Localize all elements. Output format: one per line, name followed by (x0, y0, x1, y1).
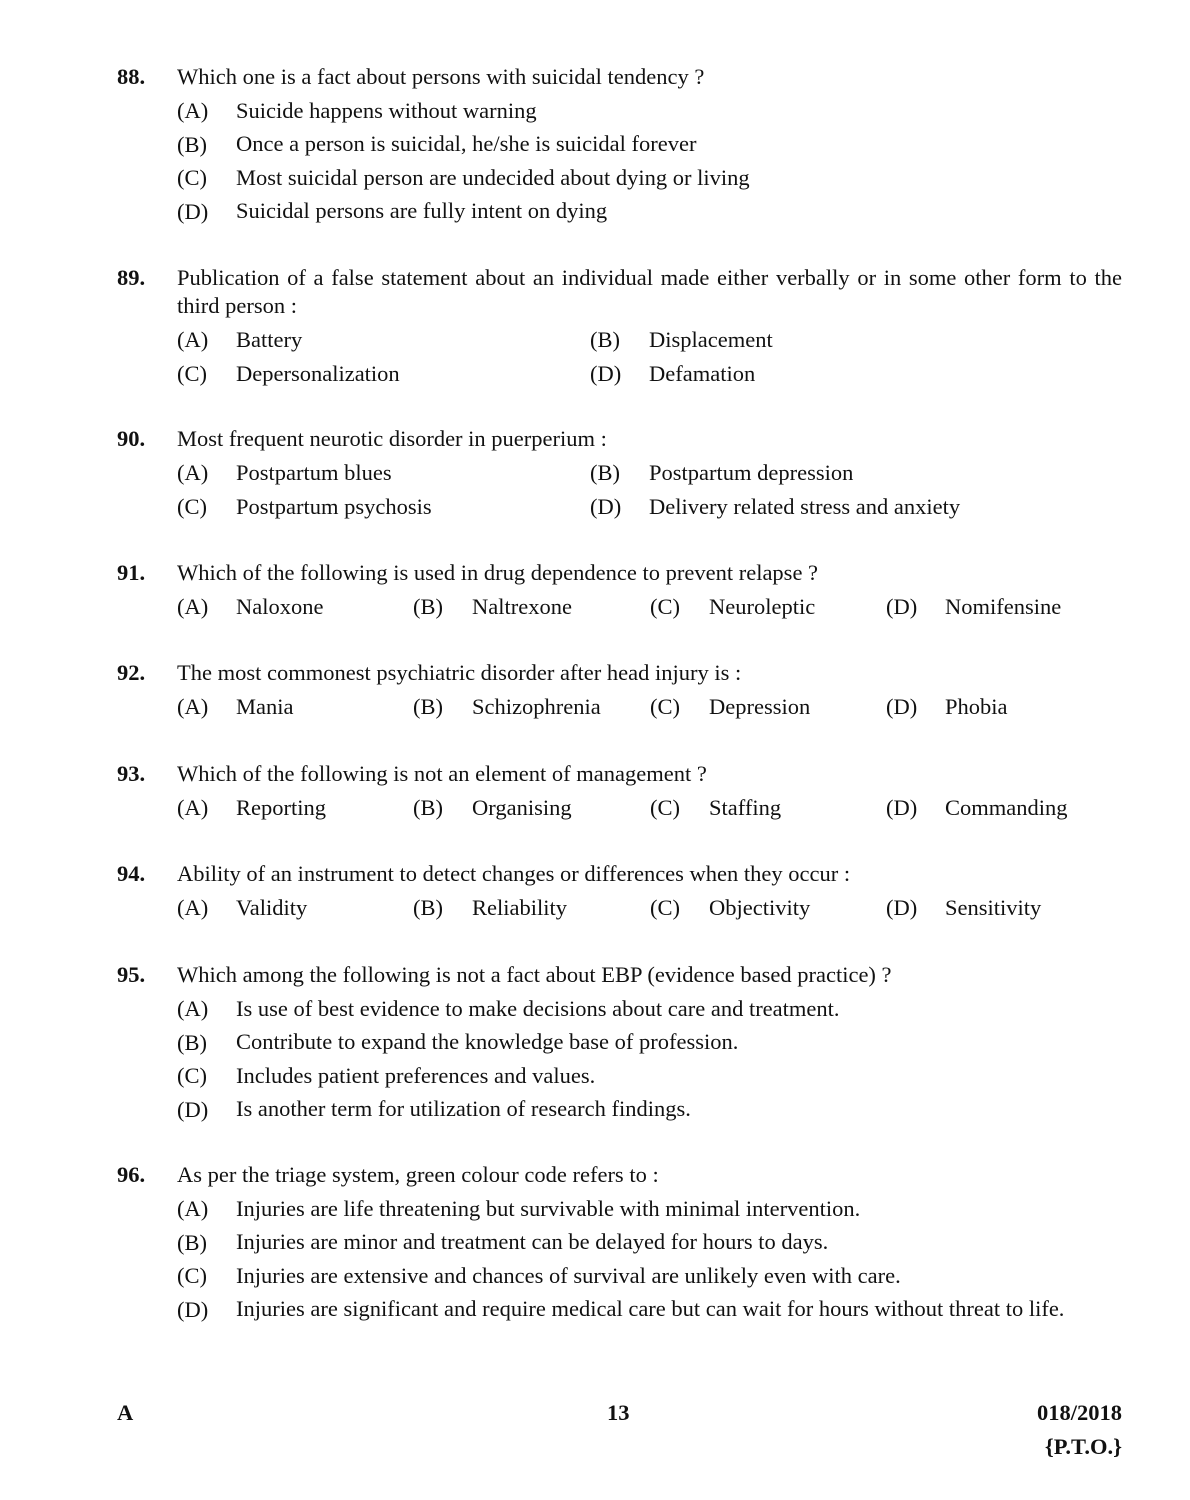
question-number: 92. (117, 660, 146, 685)
question-block (117, 760, 1122, 825)
option-item (650, 590, 815, 624)
question-text: Which of the following is used in drug dependence to prevent relapse ? (177, 560, 819, 585)
question-number: 91. (117, 560, 146, 585)
option-text: Includes patient preferences and values. (236, 1062, 596, 1088)
option-row (177, 94, 1122, 128)
option-text: Phobia (945, 694, 1008, 719)
option-text: Depersonalization (236, 360, 400, 386)
option-label: (A) (177, 694, 209, 719)
option-text: Validity (236, 895, 308, 920)
option-row (177, 490, 1122, 524)
option-item (590, 323, 773, 357)
option-row (177, 891, 1122, 925)
option-text: Is another term for utilization of research findings. (236, 1096, 691, 1122)
options (177, 94, 1122, 228)
option-row (177, 128, 1122, 162)
option-text: Injuries are life threatening but survivable with minimal intervention. (236, 1195, 861, 1221)
question-text: Which among the following is not a fact about EBP (evidence based practice) ? (177, 962, 892, 987)
option-item (886, 791, 1068, 825)
option-label: (D) (590, 493, 622, 519)
option-label: (D) (177, 1096, 209, 1122)
option-item (177, 161, 1122, 192)
option-item (177, 357, 400, 391)
option-text: Naltrexone (472, 594, 572, 619)
option-label: (C) (177, 1263, 207, 1288)
question-block (117, 425, 1122, 523)
option-label: (B) (413, 895, 443, 920)
option-text: Objectivity (709, 895, 811, 920)
option-item (650, 791, 781, 825)
option-label: (B) (177, 131, 207, 157)
option-item (886, 690, 1008, 724)
options (177, 791, 1122, 825)
option-label: (C) (650, 594, 680, 619)
option-row (177, 323, 1122, 357)
option-item (177, 690, 293, 724)
option-text: Is use of best evidence to make decisions about care and treatment. (236, 995, 840, 1021)
option-text: Once a person is suicidal, he/she is suicidal forever (236, 131, 697, 157)
question-number: 94. (117, 861, 146, 886)
option-text: Commanding (945, 795, 1068, 820)
option-text: Suicidal persons are fully intent on dying (236, 198, 608, 224)
question-number: 96. (117, 1162, 146, 1187)
options (177, 992, 1122, 1126)
option-label: (C) (177, 1063, 207, 1088)
footer-series: A (117, 1400, 134, 1425)
option-text: Schizophrenia (472, 694, 601, 719)
footer-paper-code: 018/2018 (1036, 1400, 1122, 1425)
options (177, 1192, 1122, 1326)
option-text: Reliability (472, 895, 567, 920)
option-label: (A) (177, 1196, 209, 1221)
question-text: Ability of an instrument to detect changes or differences when they occur : (177, 861, 851, 886)
option-text: Battery (236, 327, 303, 352)
option-item (177, 791, 326, 825)
question-block (117, 860, 1122, 925)
option-text: Delivery related stress and anxiety (649, 493, 961, 519)
option-item (177, 1226, 1122, 1257)
option-item (177, 456, 392, 490)
option-label: (A) (177, 594, 209, 619)
options (177, 891, 1122, 925)
option-item (413, 590, 572, 624)
option-text: Contribute to expand the knowledge base of profession. (236, 1029, 739, 1055)
option-label: (A) (177, 996, 209, 1021)
options (177, 323, 1122, 390)
question-text: As per the triage system, green colour code refers to : (177, 1162, 659, 1187)
option-label: (C) (177, 165, 207, 190)
question-text: Which of the following is not an element of management ? (177, 761, 707, 786)
option-item (177, 891, 307, 925)
option-text: Neuroleptic (709, 594, 816, 619)
options (177, 590, 1122, 624)
option-label: (D) (177, 198, 209, 224)
option-item (177, 1026, 1122, 1057)
option-row (177, 1226, 1122, 1260)
option-item (413, 791, 572, 825)
option-text: Sensitivity (945, 895, 1042, 920)
question-block (117, 961, 1122, 1126)
option-item (177, 128, 1122, 159)
question-text: The most commonest psychiatric disorder after head injury is : (177, 660, 742, 685)
option-label: (C) (650, 895, 680, 920)
question-number: 93. (117, 761, 146, 786)
option-row (177, 1259, 1122, 1293)
option-label: (D) (886, 694, 918, 719)
option-item (177, 1293, 1122, 1324)
option-label: (A) (177, 98, 209, 123)
option-item (177, 992, 1122, 1023)
option-label: (C) (650, 694, 680, 719)
option-item (177, 590, 323, 624)
option-item (886, 891, 1041, 925)
question-text: Publication of a false statement about an individual made either verbally or in some other form to the third person : (177, 265, 1122, 318)
option-item (177, 94, 1122, 125)
question-block (117, 1161, 1122, 1326)
option-item (177, 1192, 1122, 1223)
option-text: Most suicidal person are undecided about dying or living (236, 164, 750, 190)
option-label: (D) (886, 795, 918, 820)
option-row (177, 456, 1122, 490)
option-label: (B) (413, 694, 443, 719)
option-label: (D) (177, 1296, 209, 1322)
option-label: (A) (177, 327, 209, 352)
option-label: (B) (590, 460, 620, 485)
option-label: (A) (177, 895, 209, 920)
question-number: 90. (117, 426, 146, 451)
option-text: Defamation (649, 360, 756, 386)
question-text: Most frequent neurotic disorder in puerperium : (177, 426, 607, 451)
option-item (413, 891, 567, 925)
option-item (590, 490, 960, 524)
option-item (177, 195, 1122, 226)
option-label: (C) (177, 360, 207, 386)
option-row (177, 195, 1122, 229)
options (177, 456, 1122, 523)
option-row (177, 1093, 1122, 1127)
option-text: Injuries are extensive and chances of survival are unlikely even with care. (236, 1262, 901, 1288)
option-text: Organising (472, 795, 572, 820)
option-row (177, 1192, 1122, 1226)
footer-pto: {P.T.O.} (1044, 1434, 1122, 1459)
option-label: (C) (650, 795, 680, 820)
option-item (177, 1259, 1122, 1290)
option-text: Postpartum psychosis (236, 493, 432, 519)
option-item (177, 1059, 1122, 1090)
option-text: Staffing (709, 795, 782, 820)
options (177, 690, 1122, 724)
question-block (117, 659, 1122, 724)
option-text: Depression (709, 694, 811, 719)
option-text: Displacement (649, 327, 773, 352)
option-item (590, 456, 853, 490)
option-label: (A) (177, 460, 209, 485)
option-item (650, 690, 810, 724)
option-row (177, 690, 1122, 724)
option-label: (B) (413, 594, 443, 619)
option-row (177, 357, 1122, 391)
question-block (117, 63, 1122, 228)
question-number: 89. (117, 265, 146, 290)
option-label: (B) (177, 1229, 207, 1255)
question-block (117, 559, 1122, 624)
option-label: (B) (177, 1029, 207, 1055)
option-item (177, 323, 302, 357)
option-row (177, 1293, 1122, 1327)
option-row (177, 590, 1122, 624)
option-item (177, 1093, 1122, 1124)
option-row (177, 1059, 1122, 1093)
option-row (177, 161, 1122, 195)
option-label: (B) (590, 327, 620, 352)
option-text: Mania (236, 694, 294, 719)
question-block (117, 264, 1122, 390)
option-label: (B) (413, 795, 443, 820)
option-text: Suicide happens without warning (236, 97, 537, 123)
option-row (177, 791, 1122, 825)
question-number: 88. (117, 64, 146, 89)
option-text: Postpartum blues (236, 460, 392, 485)
option-item (177, 490, 432, 524)
option-text: Injuries are significant and require medical care but can wait for hours without threat to life. (236, 1296, 1065, 1322)
option-label: (C) (177, 493, 207, 519)
option-item (650, 891, 810, 925)
option-label: (D) (590, 360, 622, 386)
option-text: Postpartum depression (649, 460, 854, 485)
option-text: Injuries are minor and treatment can be delayed for hours to days. (236, 1229, 829, 1255)
option-label: (A) (177, 795, 209, 820)
option-row (177, 1026, 1122, 1060)
question-number: 95. (117, 962, 146, 987)
option-label: (D) (886, 594, 918, 619)
footer-page-number: 13 (607, 1400, 630, 1425)
option-item (886, 590, 1061, 624)
option-text: Reporting (236, 795, 326, 820)
question-text: Which one is a fact about persons with suicidal tendency ? (177, 64, 705, 89)
option-text: Nomifensine (945, 594, 1062, 619)
option-item (413, 690, 601, 724)
option-text: Naloxone (236, 594, 324, 619)
option-label: (D) (886, 895, 918, 920)
option-item (590, 357, 755, 391)
option-row (177, 992, 1122, 1026)
